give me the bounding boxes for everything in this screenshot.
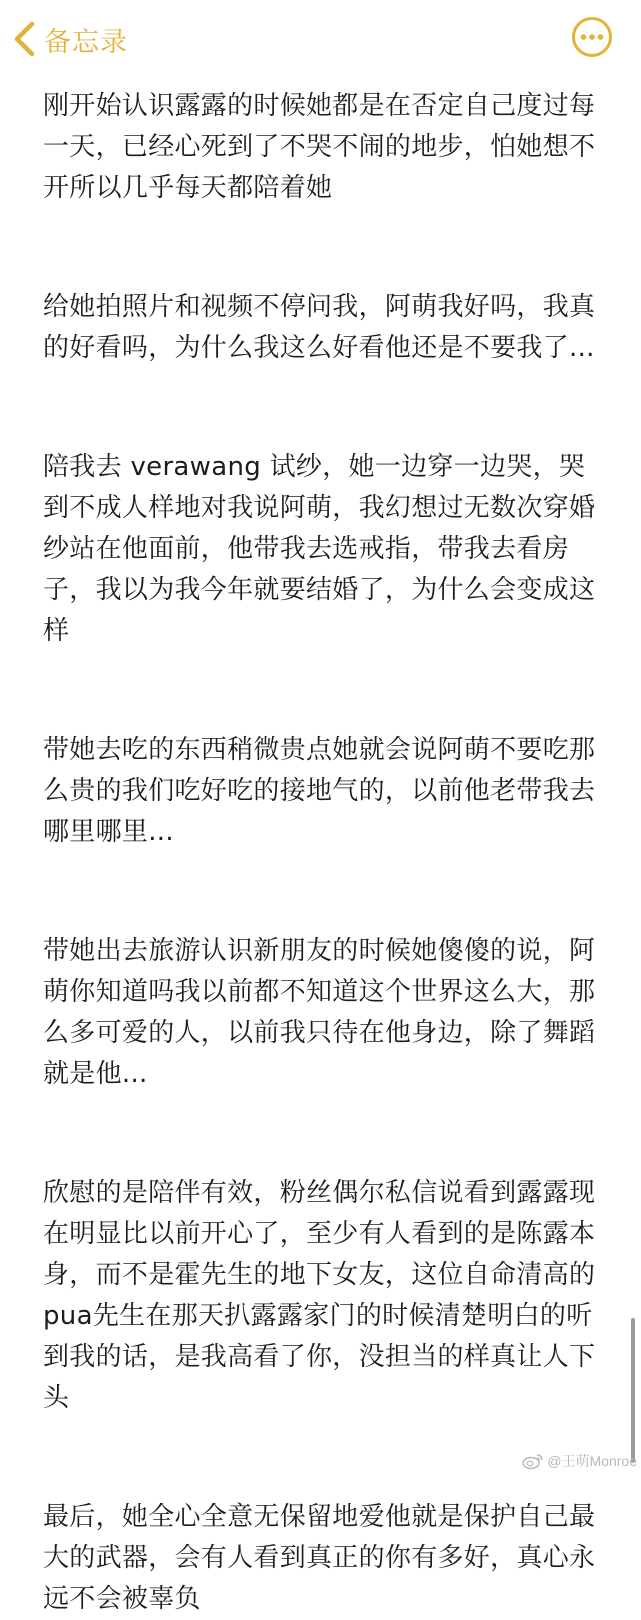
watermark-text: @王萌Monroe (547, 1453, 637, 1469)
vertical-scrollbar[interactable] (631, 1318, 635, 1463)
note-paragraph: 欣慰的是陪伴有效，粉丝偶尔私信说看到露露现在明显比以前开心了，至少有人看到的是陈露本身，而不是霍先生的地下女友，这位自命清高的pua先生在那天扒露露家门的时候清楚明白的听到我的话，是我高看了你，没担当的样真让人下头 (43, 1178, 596, 1413)
note-paragraph: 刚开始认识露露的时候她都是在否定自己度过每一天，已经心死到了不哭不闹的地步，怕她想不开所以几乎每天都陪着她 (43, 91, 596, 203)
weibo-logo-icon (522, 1452, 544, 1470)
note-paragraph: 带她去吃的东西稍微贵点她就会说阿萌不要吃那么贵的我们吃好吃的接地气的，以前他老带我去哪里哪里... (43, 735, 596, 847)
chevron-left-icon (10, 19, 40, 59)
ellipsis-circle-icon[interactable] (571, 16, 613, 58)
back-label: 备忘录 (44, 26, 128, 58)
watermark (522, 1451, 637, 1471)
back-button[interactable] (10, 18, 128, 60)
note-paragraph: 陪我去 verawang 试纱，她一边穿一边哭，哭到不成人样地对我说阿萌，我幻想过无数次穿婚纱站在他面前，他带我去选戒指，带我去看房子，我以为我今年就要结婚了，为什么会变成这样 (43, 452, 596, 646)
note-paragraph: 带她出去旅游认识新朋友的时候她傻傻的说，阿萌你知道吗我以前都不知道这个世界这么大，那么多可爱的人，以前我只待在他身边，除了舞蹈就是他... (43, 936, 596, 1089)
note-paragraph: 最后，她全心全意无保留地爱他就是保护自己最大的武器，会有人看到真正的你有多好，真心永远不会被辜负 (43, 1502, 596, 1614)
note-body[interactable] (43, 86, 603, 1620)
navigation-bar (0, 0, 641, 80)
note-paragraph: 给她拍照片和视频不停问我，阿萌我好吗，我真的好看吗，为什么我这么好看他还是不要我了... (43, 292, 596, 363)
